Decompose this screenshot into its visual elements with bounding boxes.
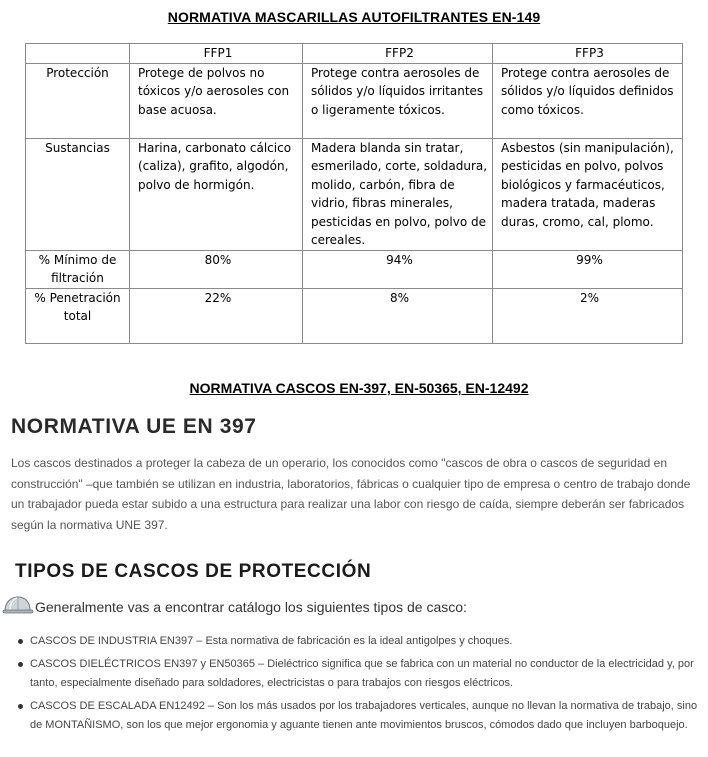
table-cell: 2% [493, 288, 683, 343]
table-row-penetracion [26, 288, 683, 343]
table-cell: Protege contra aerosoles de sólidos y/o líquidos irritantes o ligeramente tóxicos. [303, 63, 493, 138]
table-row-proteccion [26, 63, 683, 138]
table-header-ffp3: FFP3 [493, 44, 683, 64]
list-item-text: CASCOS DE ESCALADA EN12492 – Son los más usados por los trabajadores verticales, aunque no llevan la normativa de trabajo, sino de MONTAÑISMO, son los que mejor ergonomia y aguante tienen ante movimientos bruscos, cómodos dado que incluyen barboquejo. [30, 700, 698, 731]
table-header-ffp1: FFP1 [130, 44, 303, 64]
table-cell: Harina, carbonato cálcico (caliza), grafito, algodón, polvo de hormigón. [130, 138, 303, 250]
row-label-proteccion: Protección [26, 63, 130, 138]
table-cell: 80% [130, 250, 303, 288]
table-cell: Asbestos (sin manipulación), pesticidas en polvo, polvos biológicos y farmacéuticos, madera tratada, maderas duras, cromo, cal, plomo. [493, 138, 683, 250]
ue-paragraph: Los cascos destinados a proteger la cabeza de un operario, los conocidos como "cascos de obra o cascos de seguridad en construcción" –que también se utilizan en industria, laboratorios, fábricas o cualquier tipo de empresa o centro de trabajo donde un trabajador pueda estar subido a una estructura para realizar una labor con riesgo de caída, siempre deberán ser fabricados según la normativa UNE 397. [11, 456, 691, 532]
bullet-icon [18, 704, 23, 709]
table-cell: Madera blanda sin tratar, esmerilado, corte, soldadura, molido, carbón, fibra de vidrio, fibras minerales, pesticidas en polvo, polvo de cereales. [303, 138, 493, 250]
tipos-heading: TIPOS DE CASCOS DE PROTECCIÓN [15, 561, 372, 582]
tipos-intro-text: Generalmente vas a encontrar catálogo los siguientes tipos de casco: [35, 599, 467, 615]
table-cell: 22% [130, 288, 303, 343]
table-cell: 8% [303, 288, 493, 343]
list-item [10, 697, 702, 735]
tipos-intro [2, 595, 467, 619]
table-row-filtracion [26, 250, 683, 288]
tipos-list [10, 632, 702, 739]
ue-heading: NORMATIVA UE EN 397 [11, 415, 257, 438]
table-cell: 99% [493, 250, 683, 288]
list-item-text: CASCOS DE INDUSTRIA EN397 – Esta normativa de fabricación es la ideal antigolpes y choques. [30, 635, 513, 647]
list-item-text: CASCOS DIELÉCTRICOS EN397 y EN50365 – Dieléctrico significa que se fabrica con un material no conductor de la electricidad y, por tanto, especialmente diseñado para soldadores, electricistas o para trabajos con riesgos eléctricos. [30, 658, 694, 689]
table-cell: Protege de polvos no tóxicos y/o aerosoles con base acuosa. [130, 63, 303, 138]
mascarillas-title: NORMATIVA MASCARILLAS AUTOFILTRANTES EN-149 [167, 9, 541, 25]
table-header-row [26, 44, 683, 64]
table-row-sustancias [26, 138, 683, 250]
ffp-table [25, 43, 683, 344]
table-header-empty [26, 44, 130, 64]
row-label-penetracion: % Penetración total [26, 288, 130, 343]
list-item [10, 655, 702, 693]
cascos-title: NORMATIVA CASCOS EN-397, EN-50365, EN-12492 [189, 380, 529, 396]
row-label-filtracion: % Mínimo de filtración [26, 250, 130, 288]
row-label-sustancias: Sustancias [26, 138, 130, 250]
list-item [10, 632, 702, 651]
table-header-ffp2: FFP2 [303, 44, 493, 64]
table-cell: Protege contra aerosoles de sólidos y/o líquidos definidos como tóxicos. [493, 63, 683, 138]
helmet-icon [2, 595, 35, 620]
table-cell: 94% [303, 250, 493, 288]
bullet-icon [18, 639, 23, 644]
bullet-icon [18, 662, 23, 667]
